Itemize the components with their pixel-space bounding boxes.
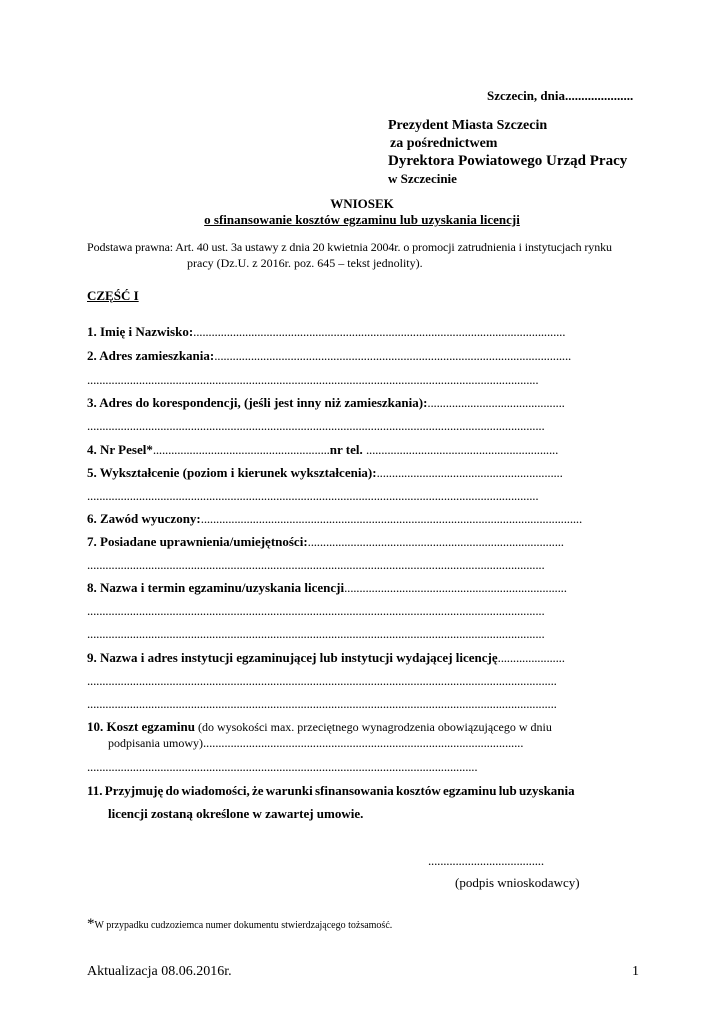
field-profession-label: 6. Zawód wyuczony: (87, 511, 201, 526)
field-education-label: 5. Wykształcenie (poziom i kierunek wykształcenia): (87, 465, 377, 480)
field-exam-cost-line2 (108, 734, 523, 752)
footnote (87, 915, 392, 933)
footnote-mark: * (87, 916, 95, 932)
footnote-text: W przypadku cudzoziemca numer dokumentu stwierdzającego tożsamość. (94, 920, 393, 931)
field-correspondence-address-label: 3. Adres do korespondencji, (jeśli jest inny niż zamieszkania): (87, 395, 428, 410)
field-correspondence-address-cont: ...................................................................................................................................................... (87, 418, 545, 433)
field-residence-address-line: ..................................................................................................................... (214, 348, 572, 363)
addressee-line3: Dyrektora Powiatowego Urząd Pracy (388, 153, 628, 169)
document-title: WNIOSEK (330, 196, 394, 211)
field-full-name-line: .......................................................................................................................... (193, 324, 566, 339)
field-exam-name-date-cont2: ...................................................................................................................................................... (87, 626, 545, 641)
field-exam-institution (87, 650, 565, 666)
signature-label: (podpis wnioskodawcy) (455, 875, 580, 890)
field-exam-cost-note2: podpisania umowy) (108, 736, 203, 750)
field-exam-institution-cont1: .......................................................................................................................................................... (87, 673, 557, 688)
addressee-line2: za pośrednictwem (390, 136, 498, 151)
field-exam-cost-cont: ................................................................................................................................ (87, 759, 478, 774)
field-exam-cost-label: 10. Koszt egzaminu (87, 719, 195, 734)
field-exam-name-date (87, 580, 567, 596)
field-residence-address-label: 2. Adres zamieszkania: (87, 348, 215, 363)
field-exam-institution-line: ...................... (497, 650, 565, 665)
field-profession-line: ............................................................................................................................. (200, 511, 583, 526)
document-subtitle: o sfinansowanie kosztów egzaminu lub uzyskania licencji (204, 212, 520, 227)
field-full-name (87, 324, 565, 340)
acknowledgement-line2: licencji zostaną określone w zawartej umowie. (108, 806, 364, 821)
field-residence-address-cont: .................................................................................................................................................... (87, 372, 539, 387)
field-qualifications (87, 534, 564, 550)
field-exam-institution-label: 9. Nazwa i adres instytucji egzaminującej lub instytucji wydającej licencję (87, 650, 498, 665)
addressee-line1: Prezydent Miasta Szczecin (388, 118, 548, 133)
field-qualifications-label: 7. Posiadane uprawnienia/umiejętności: (87, 534, 308, 549)
field-qualifications-cont: ...................................................................................................................................................... (87, 557, 545, 572)
field-education-cont: .................................................................................................................................................... (87, 488, 539, 503)
field-education (87, 465, 563, 481)
update-date: Aktualizacja 08.06.2016r. (87, 964, 232, 979)
field-exam-cost-note1: (do wysokości max. przeciętnego wynagrodzenia obowiązującego w dniu (194, 720, 552, 734)
field-qualifications-line: .................................................................................... (307, 534, 564, 549)
field-correspondence-address (87, 395, 565, 411)
section-title: CZĘŚĆ I (87, 288, 139, 303)
field-pesel-line: .......................................................... (152, 442, 330, 457)
field-full-name-label: 1. Imię i Nazwisko: (87, 324, 194, 339)
field-phone-label: nr tel. (329, 442, 363, 457)
field-pesel-phone (87, 442, 558, 458)
field-residence-address (87, 348, 571, 364)
field-exam-name-date-line: ......................................................................... (344, 580, 567, 595)
field-exam-institution-cont2: .......................................................................................................................................................... (87, 696, 557, 711)
field-education-line: ............................................................. (376, 465, 563, 480)
signature-line: ...................................... (428, 853, 544, 868)
field-exam-name-date-label: 8. Nazwa i termin egzaminu/uzyskania licencji (87, 580, 345, 595)
field-correspondence-address-line: ............................................. (427, 395, 565, 410)
page-number: 1 (632, 964, 639, 979)
field-exam-cost-line: ......................................................................................................... (203, 735, 524, 750)
addressee-line4: w Szczecinie (388, 171, 457, 186)
field-exam-name-date-cont1: ...................................................................................................................................................... (87, 603, 545, 618)
field-profession (87, 511, 582, 527)
field-pesel-label: 4. Nr Pesel* (87, 442, 153, 457)
acknowledgement-line1: 11. Przyjmuję do wiadomości, że warunki sfinansowania kosztów egzaminu lub uzyskania (87, 783, 575, 798)
field-phone-line: ............................................................... (365, 442, 559, 457)
legal-basis-line2: pracy (Dz.U. z 2016r. poz. 645 – tekst jednolity). (187, 256, 423, 270)
legal-basis-line1: Podstawa prawna: Art. 40 ust. 3a ustawy z dnia 20 kwietnia 2004r. o promocji zatrudnienia i instytucjach rynku (87, 240, 612, 254)
place-date: Szczecin, dnia..................... (487, 88, 634, 103)
